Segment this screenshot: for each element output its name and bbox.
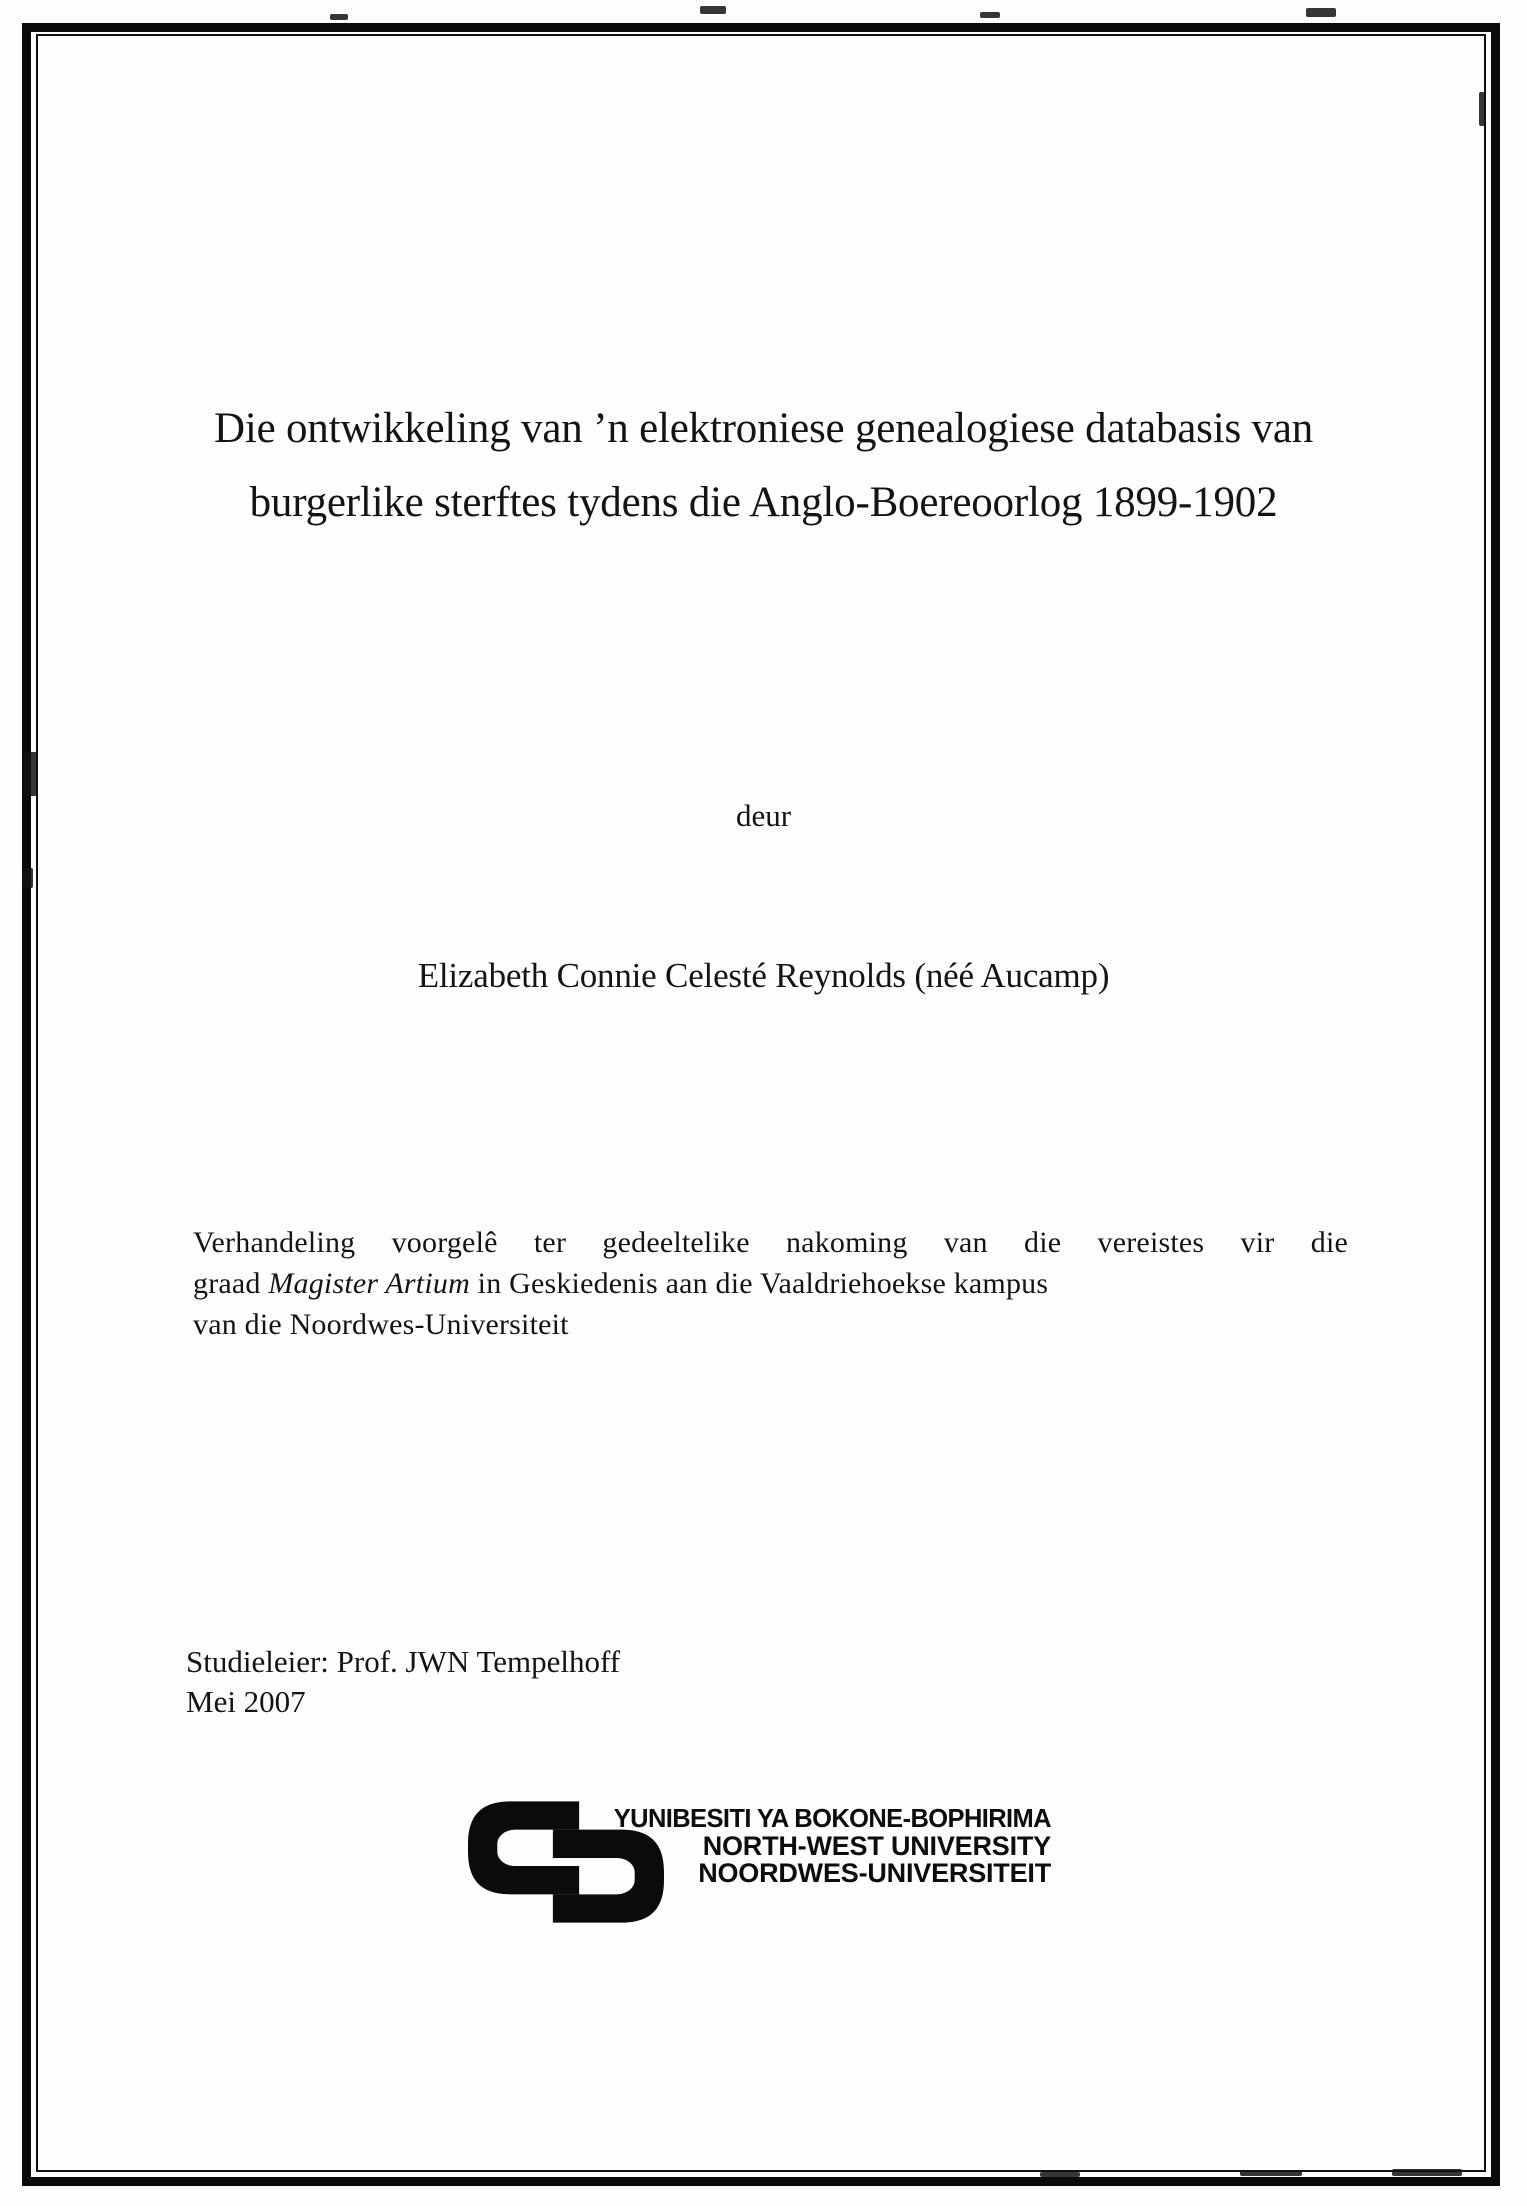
supervisor-line: Studieleier: Prof. JWN Tempelhoff <box>186 1644 621 1679</box>
degree-statement-line2 <box>193 1263 1348 1304</box>
scan-noise-speck <box>700 6 726 14</box>
degree-statement-line3: van die Noordwes-Universiteit <box>193 1308 569 1341</box>
university-logo-text <box>585 1806 1051 1887</box>
degree-statement-line2-prefix: graad <box>193 1267 269 1300</box>
thesis-title <box>100 392 1427 540</box>
thesis-title-line1: Die ontwikkeling van ’n elektroniese genealogiese databasis van <box>213 405 1314 452</box>
thesis-title-line2: burgerlike sterftes tydens die Anglo-Boereoorlog 1899-1902 <box>249 479 1278 526</box>
degree-statement <box>193 1222 1348 1345</box>
supervisor-block <box>186 1642 620 1722</box>
scan-noise-speck <box>1240 2170 1302 2176</box>
logo-text-setswana: YUNIBESITI YA BOKONE-BOPHIRIMA <box>613 1805 1051 1833</box>
degree-name-italic: Magister Artium <box>268 1267 470 1300</box>
byline-label: deur <box>735 798 792 833</box>
date-line: Mei 2007 <box>186 1684 306 1719</box>
scan-noise-speck <box>1040 2172 1080 2177</box>
degree-statement-line1: Verhandeling voorgelê ter gedeeltelike nakoming van die vereistes vir die <box>193 1226 1348 1259</box>
scan-noise-speck <box>23 868 33 888</box>
author-name: Elizabeth Connie Celesté Reynolds (néé Aucamp) <box>417 956 1110 995</box>
scan-noise-speck <box>1392 2169 1462 2176</box>
scan-noise-speck <box>24 752 37 796</box>
degree-statement-line2-suffix: in Geskiedenis aan die Vaaldriehoekse kampus <box>469 1267 1049 1300</box>
scan-noise-speck <box>980 12 1000 18</box>
logo-text-english: NORTH-WEST UNIVERSITY <box>702 1831 1051 1861</box>
scan-noise-speck <box>1306 8 1336 17</box>
scan-noise-speck <box>330 14 348 20</box>
scan-noise-speck <box>1479 92 1485 126</box>
university-logo <box>468 1798 1068 1938</box>
logo-text-afrikaans: NOORDWES-UNIVERSITEIT <box>698 1858 1051 1888</box>
